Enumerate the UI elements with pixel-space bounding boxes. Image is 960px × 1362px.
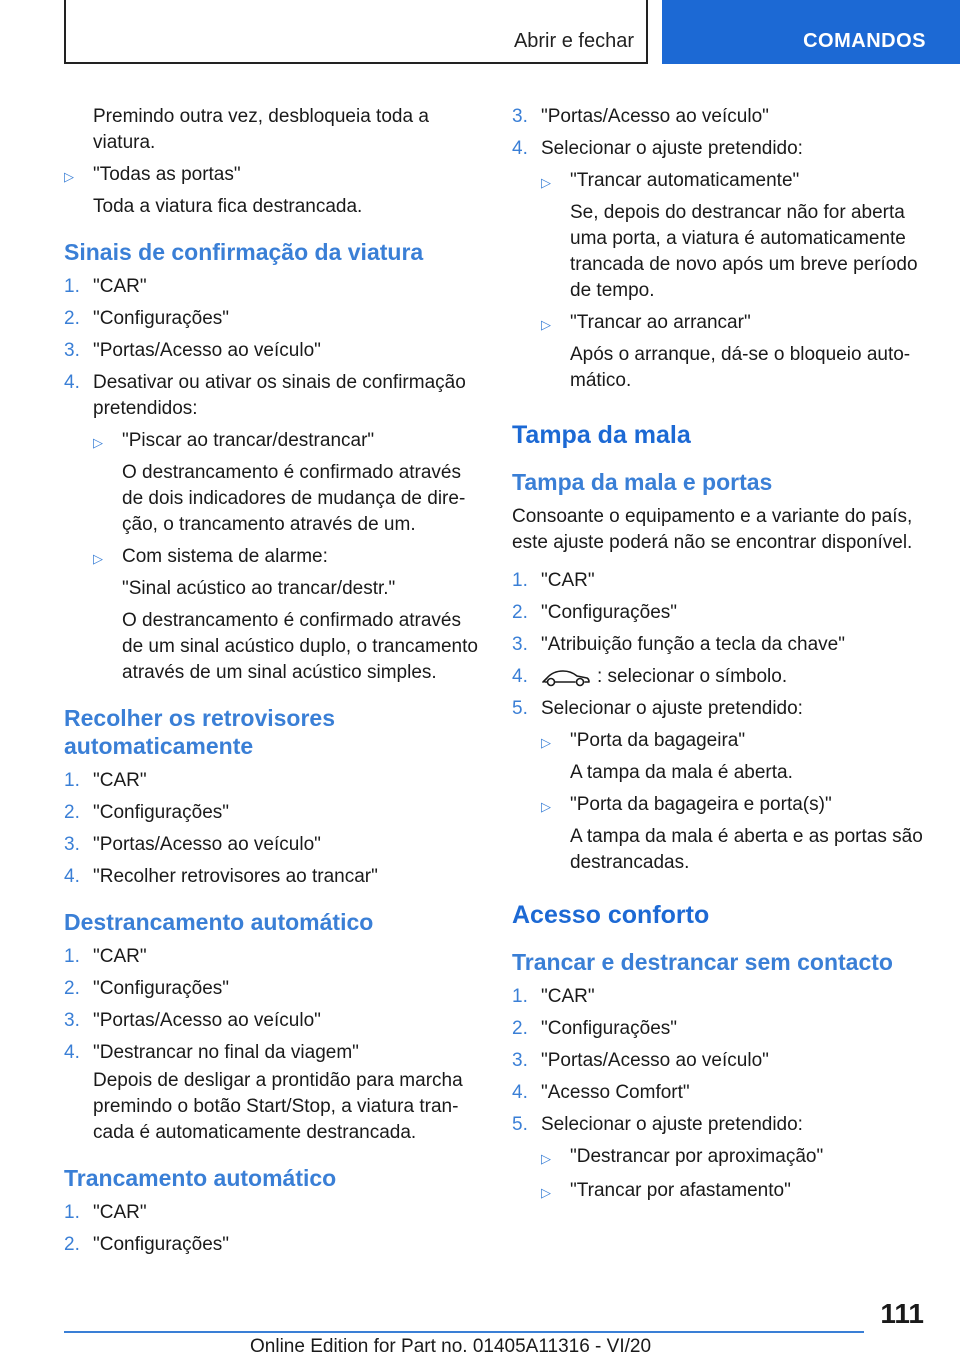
bullet-triangle-icon: ▷ (541, 1185, 551, 1200)
subsection-title-acesso: Trancar e destrancar sem contacto (512, 949, 893, 975)
list-item: 2. "Configurações" (64, 802, 230, 823)
step-description: Depois de desligar a prontidão para marcha premindo o botão Start/Stop, a viatura tran-cada é automaticamente destrancada. (93, 1070, 463, 1143)
section-title-destrancamento: Destrancamento automático (64, 909, 374, 935)
car-icon (541, 667, 591, 687)
list-item: 3. "Portas/Acesso ao veículo" (64, 1010, 321, 1031)
bullet-description: A tampa da mala é aberta. (570, 762, 793, 783)
intro-line: Premindo outra vez, desbloqueia toda a viatura. (93, 106, 429, 153)
header-section-box (64, 0, 648, 64)
section-title-retrovisores: Recolher os retrovisores automaticamente (64, 705, 336, 759)
list-item: ▷ "Porta da bagageira" (541, 728, 932, 756)
list-item: 1. "CAR" (64, 770, 147, 791)
list-item: 3. "Portas/Acesso ao veículo" (64, 834, 321, 855)
list-item: 5. Selecionar o ajuste pretendido: (512, 698, 803, 719)
bullet-description: Após o arranque, dá-se o bloqueio auto-mático. (570, 344, 911, 391)
footer-divider (64, 1331, 864, 1333)
list-item: 3. "Portas/Acesso ao veículo" (64, 340, 321, 361)
list-item: ▷ "Todas as portas" (64, 162, 484, 190)
bullet-description: A tampa da mala é aberta e as portas são destrancadas. (570, 826, 923, 873)
list-item: 4. "Destrancar no final da viagem" (64, 1042, 359, 1063)
header-chapter-box (662, 0, 960, 64)
list-item: 4. Selecionar o ajuste pretendido: (512, 138, 803, 159)
list-item: 2. "Configurações" (512, 1018, 678, 1039)
list-item: ▷ "Trancar automaticamente" (541, 168, 932, 196)
bullet-triangle-icon: ▷ (541, 175, 551, 190)
bullet-description: Toda a viatura fica destrancada. (93, 196, 363, 217)
bullet-triangle-icon: ▷ (541, 735, 551, 750)
list-item: ▷ "Piscar ao trancar/destrancar" (93, 428, 484, 456)
subsection-title-tampa: Tampa da mala e portas (512, 469, 773, 495)
list-item: 2. "Configurações" (64, 1234, 230, 1255)
bullet-description: Se, depois do destrancar não for aberta uma porta, a viatura é automaticamente trancada de novo após um breve período de tempo. (570, 202, 918, 301)
list-item: ▷ "Destrancar por aproximação" (541, 1144, 932, 1172)
header-chapter-title: COMANDOS (803, 30, 926, 52)
list-item: 1. "CAR" (64, 1202, 147, 1223)
list-item: ▷ "Porta da bagageira e porta(s)" (541, 792, 932, 820)
footer-edition: Online Edition for Part no. 01405A11316 - VI/20 (250, 1336, 652, 1357)
list-item: 2. "Configurações" (64, 978, 230, 999)
list-item: 3. "Atribuição função a tecla da chave" (512, 634, 845, 655)
bullet-description: O destrancamento é confirmado através de um sinal acústico duplo, o trancamento através de um sinal acústico simples. (122, 610, 478, 683)
list-item: 4. "Recolher retrovisores ao trancar" (64, 866, 378, 887)
section-title-sinais: Sinais de confirmação da viatura (64, 239, 424, 265)
section-intro: Consoante o equipamento e a variante do país, este ajuste poderá não se encontrar disponível. (512, 506, 913, 553)
list-item: ▷ "Trancar por afastamento" (541, 1178, 932, 1206)
list-item: 3. "Portas/Acesso ao veículo" (512, 1050, 769, 1071)
list-item: 2. "Configurações" (512, 602, 678, 623)
list-item: 1. "CAR" (512, 986, 595, 1007)
bullet-triangle-icon: ▷ (93, 551, 103, 566)
page-number: 111 (880, 1298, 924, 1329)
bullet-triangle-icon: ▷ (93, 435, 103, 450)
header-section-title: Abrir e fechar (513, 30, 634, 52)
bullet-triangle-icon: ▷ (541, 317, 551, 332)
bullet-description: O destrancamento é confirmado através de dois indicadores de mudança de dire-ção, o trancamento através de um. (122, 462, 466, 535)
left-column (64, 104, 484, 1264)
list-item: 2. "Configurações" (64, 308, 230, 329)
list-item: ▷ Com sistema de alarme: (93, 544, 484, 572)
list-item: 3. "Portas/Acesso ao veículo" (512, 106, 769, 127)
list-item: ▷ "Trancar ao arrancar" (541, 310, 932, 338)
bullet-subtext: "Sinal acústico ao trancar/destr." (122, 578, 396, 599)
section-title-trancamento: Trancamento automático (64, 1165, 337, 1191)
list-item: 4. Desativar ou ativar os sinais de confirmação pretendidos: (64, 372, 466, 419)
list-item: 1. "CAR" (64, 276, 147, 297)
bullet-triangle-icon: ▷ (541, 799, 551, 814)
section-title-acesso: Acesso conforto (512, 901, 710, 929)
section-title-tampa: Tampa da mala (512, 421, 691, 449)
list-item: 1. "CAR" (64, 946, 147, 967)
bullet-triangle-icon: ▷ (541, 1151, 551, 1166)
list-item: 1. "CAR" (512, 570, 595, 591)
bullet-triangle-icon: ▷ (64, 169, 74, 184)
right-column (512, 104, 932, 1210)
list-item: 5. Selecionar o ajuste pretendido: (512, 1114, 803, 1135)
list-item: 4. "Acesso Comfort" (512, 1082, 690, 1103)
list-item: 4. : selecionar o símbolo. (512, 666, 788, 687)
